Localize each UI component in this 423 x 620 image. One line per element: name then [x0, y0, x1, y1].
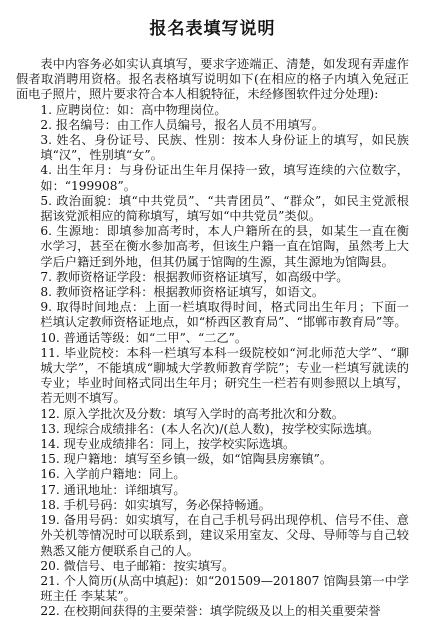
- instruction-item-1: 1. 应聘岗位：如：高中物理岗位。: [40, 102, 227, 117]
- instruction-item-9: 9. 取得时间地点：上面一栏填取得时间，格式同出生年月；下面一栏填认定教师资格证地点，如“桥西区教育局”、“邯郸市教育局”等。: [40, 300, 409, 330]
- instruction-item-8: 8. 教师资格证学科：根据教师资格证填写，如语文。: [40, 285, 325, 300]
- instruction-item-2: 2. 报名编号：由工作人员编号，报名人员不用填写。: [40, 117, 325, 132]
- instruction-item-14: 14. 现专业成绩排名：同上，按学校实际选填。: [40, 437, 296, 452]
- instruction-item-11: 11. 毕业院校：本科一栏填写本科一级院校如“河北师范大学”、“聊城大学”，不能填成“聊城大学教师教育学院”；专业一栏填写就读的专业；毕业时间格式同出生年月；研究生一栏若有则参照以上填写，若无则不填写。: [40, 345, 409, 406]
- instruction-item-4: 4. 出生年月：与身份证出生年月保持一致，填写连续的六位数字，如：“199908”。: [40, 163, 409, 193]
- page-title: 报名表填写说明: [149, 19, 276, 39]
- instruction-item-17: 17. 通讯地址：详细填写。: [40, 482, 186, 497]
- instruction-item-7: 7. 教师资格证学段：根据教师资格证填写，如高级中学。: [40, 269, 349, 284]
- instruction-item-20: 20. 微信号、电子邮箱：按实填写。: [40, 558, 235, 573]
- instruction-item-6: 6. 生源地：即填参加高考时，本人户籍所在的县，如某生一直在衡水学习，甚至在衡水参加高考，但该生户籍一直在馆陶，虽然考上大学后户籍迁到外地，但其仍属于馆陶的生源，其生源地为馆陶县。: [40, 224, 409, 269]
- instruction-item-3: 3. 姓名、身份证号、民族、性别：按本人身份证上的填写，如民族填“汉”，性别填“女”。: [40, 133, 409, 163]
- instruction-item-12: 12. 原入学批次及分数：填写入学时的高考批次和分数。: [40, 406, 344, 421]
- instruction-item-21: 21. 个人简历(从高中填起)：如“201509—201807 馆陶县第一中学 班主任 李某某”。: [40, 573, 409, 604]
- instruction-item-10: 10. 普通话等级：如“二甲”、“二乙”。: [40, 330, 248, 345]
- instruction-item-5: 5. 政治面貌：填“中共党员”、“共青团员”、“群众”，如民主党派根据该党派相应的简称填写，填写如“中共党员”类似。: [40, 193, 409, 224]
- instruction-item-16: 16. 入学前户籍地：同上。: [40, 467, 186, 482]
- instruction-item-15: 15. 现户籍地：填写至乡镇一级，如“馆陶县房寨镇”。: [40, 452, 333, 467]
- instruction-item-18: 18. 手机号码：如实填写，务必保持畅通。: [40, 497, 271, 512]
- intro-paragraph: 表中内容务必如实认真填写，要求字迹端正、清楚，如发现有弄虚作假者取消聘用资格。报名表格填写说明如下(在相应的格子内填入免冠正面电子照片，照片要求符合本人相貌特征，未经修图软件过分处理):: [16, 57, 409, 102]
- instruction-item-13: 13. 现综合成绩排名：(本人名次)/(总人数)，按学校实际选填。: [40, 421, 380, 436]
- document-body: [16, 57, 409, 620]
- instruction-item-19: 19. 备用号码：如实填写，在自己手机号码出现停机、信号不佳、意外关机等情况时可以联系到，建议采用室友、父母、导师等与自己较熟悉又能方便联系自己的人。: [40, 513, 409, 558]
- instruction-item-22: 22. 在校期间获得的主要荣誉：填学院级及以上的相关重要荣誉: [40, 604, 381, 619]
